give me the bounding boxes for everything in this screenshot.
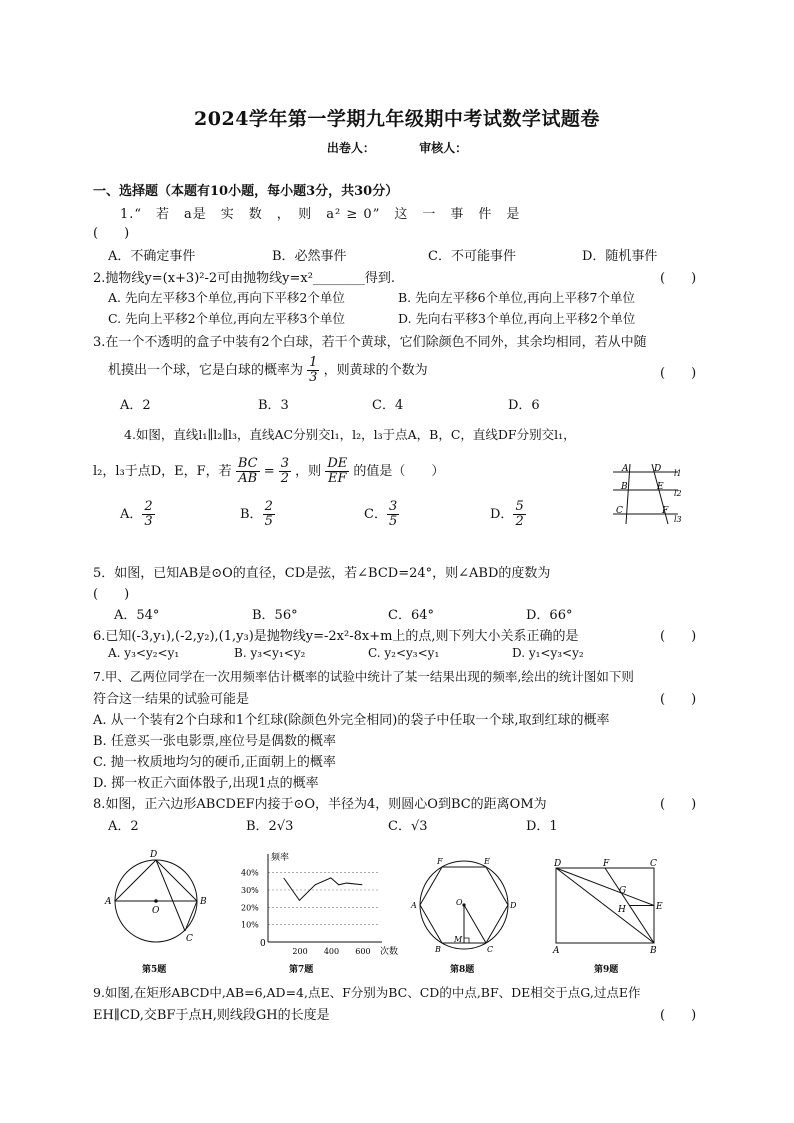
fig4-label-b: B xyxy=(621,482,628,492)
fig8-label-b: B xyxy=(435,945,441,954)
q4-option-d-num: 5 xyxy=(515,499,524,514)
q4-option-b-frac xyxy=(263,500,275,529)
fig8-label-d: D xyxy=(510,901,517,910)
q4-fraction-de-ef xyxy=(325,457,349,486)
chart-y-tick-label: 30% xyxy=(241,886,259,895)
question-6: 6.已知(-3,y₁),(-2,y₂),(1,y₃)是抛物线y=-2x²-8x+m上的点,则下列大小关系正确的是 xyxy=(93,629,579,644)
q3-fraction xyxy=(307,356,319,385)
q4-text-c: 的值是（ ） xyxy=(353,464,445,479)
fig8-right-angle xyxy=(464,938,469,943)
q1-option-d: D．随机事件 xyxy=(582,249,658,264)
question-2: 2.抛物线y=(x+3)²-2可由抛物线y=x²________得到. xyxy=(93,271,396,286)
question-3-paren: ( ) xyxy=(660,366,697,381)
q3-option-d: D．6 xyxy=(508,398,540,413)
question-5-paren: ( ) xyxy=(93,587,130,602)
fig8-label-a: A xyxy=(411,901,417,910)
question-8-paren: ( ) xyxy=(660,797,697,812)
chart-origin-label: 0 xyxy=(260,939,266,949)
q4-equals: = xyxy=(263,464,275,479)
question-8: 8.如图，正六边形ABCDEF内接于⊙O，半径为4，则圆心O到BC的距离OM为 xyxy=(93,797,547,812)
q4-text-a: l₂，l₃于点D，E，F，若 xyxy=(93,464,232,479)
fig9-label-d: D xyxy=(554,859,562,869)
fig9-label-a: A xyxy=(553,946,560,956)
q2-option-b: B. 先向左平移6个单位,再向上平移7个单位 xyxy=(398,290,636,305)
q4-fraction-bc-ab xyxy=(236,457,260,486)
q4-text-b: ，则 xyxy=(295,464,322,479)
q4-frac2-num: 3 xyxy=(280,456,290,471)
q8-option-a: A．2 xyxy=(108,819,139,834)
question-1-paren: ( ) xyxy=(93,226,130,241)
question-4-line2 xyxy=(93,457,444,486)
section-heading: 一、选择题（本题有10小题，每小题3分，共30分） xyxy=(93,184,399,199)
q3-option-b: B．3 xyxy=(258,398,289,413)
exam-staff xyxy=(0,139,794,156)
question-3-line1: 3.在一个不透明的盒子中装有2个白球，若干个黄球，它们除颜色不同外，其余均相同，若从中随 xyxy=(93,335,647,350)
fig8-center-dot xyxy=(462,903,465,906)
figure-9 xyxy=(548,856,678,956)
q4-option-a-num: 2 xyxy=(144,499,153,514)
q7-option-c: C. 抛一枚质地均匀的硬币,正面朝上的概率 xyxy=(93,755,336,770)
fig5-chord-db xyxy=(156,860,197,901)
fig4-label-l3: l3 xyxy=(674,515,682,524)
fig5-chord-dc xyxy=(156,860,185,931)
q4-option-a xyxy=(120,500,155,529)
q4-option-c-label: C． xyxy=(364,507,387,522)
question-7-line1: 7.甲、乙两位同学在一次用频率估计概率的试验中统计了某一结果出现的频率,绘出的统计图如下则 xyxy=(93,669,634,684)
chart-y-tick-label: 20% xyxy=(241,903,259,913)
fig5-center-dot xyxy=(154,899,158,903)
q5-option-a: A．54° xyxy=(114,608,160,623)
fig5-label-c: C xyxy=(186,934,193,944)
fig8-segment-oc xyxy=(464,905,486,943)
q4-option-c-num: 3 xyxy=(388,499,398,514)
caption-fig9: 第9题 xyxy=(594,965,619,975)
chart-x-label: 次数 xyxy=(380,947,399,957)
q4-option-a-frac xyxy=(142,500,154,529)
q4-option-c-den: 5 xyxy=(388,514,398,529)
fig9-line-de xyxy=(556,868,654,906)
fig4-label-d: D xyxy=(654,464,662,474)
q4-option-d-den: 2 xyxy=(515,514,524,529)
fig9-label-b: B xyxy=(650,946,657,956)
q4-fraction-3-2 xyxy=(279,457,291,486)
question-7-paren: ( ) xyxy=(660,692,697,707)
fig9-label-g: G xyxy=(619,886,627,896)
question-4-line1: 4.如图，直线l₁∥l₂∥l₃，直线AC分别交l₁，l₂，l₃于点A，B，C，直线DF分别交l₁， xyxy=(124,427,576,442)
fig4-label-l2: l2 xyxy=(674,489,682,498)
chart-gridlines xyxy=(268,873,378,925)
chart-y-tick-label: 10% xyxy=(241,920,259,930)
q2-option-d: D. 先向右平移3个单位,再向上平移2个单位 xyxy=(398,311,636,326)
chart-series-line xyxy=(284,878,363,901)
q3-option-a: A．2 xyxy=(120,398,151,413)
q7-option-a: A. 从一个装有2个白球和1个红球(除颜色外完全相同)的袋子中任取一个球,取到红球的概率 xyxy=(93,713,610,728)
q1-option-b: B．必然事件 xyxy=(272,249,347,264)
q3-text-b: ，则黄球的个数为 xyxy=(323,363,428,378)
fig9-label-c: C xyxy=(650,859,657,869)
q3-option-c: C．4 xyxy=(372,398,404,413)
q4-frac1-num: BC xyxy=(237,456,258,471)
chart-x-tick-label: 200 xyxy=(292,947,308,956)
q8-option-c: C．√3 xyxy=(388,819,428,834)
q6-option-a: A. y₃<y₂<y₁ xyxy=(108,646,180,660)
q7-option-d: D. 掷一枚正六面体骰子,出现1点的概率 xyxy=(93,776,319,791)
question-5: 5．如图，已知AB是⊙O的直径，CD是弦，若∠BCD=24°，则∠ABD的度数为 xyxy=(93,566,551,581)
q3-text-a: 机摸出一个球，它是白球的概率为 xyxy=(108,363,304,378)
q4-option-b xyxy=(240,500,275,529)
q7-option-b: B. 任意买一张电影票,座位号是偶数的概率 xyxy=(93,734,336,749)
q6-option-c: C. y₂<y₃<y₁ xyxy=(368,646,440,660)
caption-fig7: 第7题 xyxy=(289,965,314,975)
q4-option-d-label: D． xyxy=(490,507,514,522)
fig4-label-e: E xyxy=(657,482,664,492)
fig4-label-a: A xyxy=(622,464,629,474)
q4-frac1-den: AB xyxy=(238,471,258,486)
fig8-label-m: M xyxy=(454,935,463,944)
q6-option-d: D. y₁<y₃<y₂ xyxy=(512,646,584,660)
fig9-label-f: F xyxy=(603,859,610,869)
q1-option-a: A．不确定事件 xyxy=(108,249,196,264)
question-2-paren: ( ) xyxy=(660,271,697,286)
caption-fig5: 第5题 xyxy=(142,965,167,975)
q4-frac3-den: EF xyxy=(328,471,347,486)
q4-frac2-den: 2 xyxy=(280,471,290,486)
q8-option-d: D．1 xyxy=(526,819,558,834)
question-9-line1: 9.如图,在矩形ABCD中,AB=6,AD=4,点E、F分别为BC、CD的中点,BF、DE相交于点G,过点E作 xyxy=(93,985,641,1000)
chart-y-ticks xyxy=(241,869,259,930)
question-3-line2 xyxy=(108,356,428,385)
author-label: 出卷人： xyxy=(326,141,375,155)
question-9-paren: ( ) xyxy=(660,1008,697,1023)
chart-x-ticks xyxy=(292,947,370,956)
q4-option-a-den: 3 xyxy=(144,514,153,529)
q4-option-a-label: A． xyxy=(120,507,143,522)
fig4-label-c: C xyxy=(616,506,623,516)
fig4-label-f: F xyxy=(662,506,669,516)
fig5-label-d: D xyxy=(150,850,158,860)
q4-option-b-den: 5 xyxy=(264,514,273,529)
figure-8 xyxy=(408,853,523,958)
fig5-label-o: O xyxy=(152,906,160,916)
chart-x-tick-label: 600 xyxy=(355,947,371,956)
q2-option-a: A. 先向左平移3个单位,再向下平移2个单位 xyxy=(108,290,345,305)
q4-option-c-frac xyxy=(387,500,399,529)
fig8-label-o: O xyxy=(456,898,463,907)
chart-y-tick-label: 40% xyxy=(241,868,259,878)
fig5-label-b: B xyxy=(200,897,207,907)
figure-7-chart xyxy=(240,850,400,960)
q8-option-b: B．2√3 xyxy=(246,819,294,834)
q4-option-b-label: B． xyxy=(240,507,263,522)
fig9-label-h: H xyxy=(618,905,626,915)
fig8-label-f: F xyxy=(437,857,443,866)
q1-option-c: C．不可能事件 xyxy=(428,249,516,264)
fig5-chord-bc xyxy=(185,901,197,931)
q4-option-d-frac xyxy=(513,500,525,529)
reviewer-label: 审核人： xyxy=(419,141,468,155)
q5-option-b: B．56° xyxy=(252,608,298,623)
fig4-label-l1: l1 xyxy=(674,469,682,478)
q4-option-c xyxy=(364,500,399,529)
q3-frac-den: 3 xyxy=(309,370,318,385)
q4-frac3-num: DE xyxy=(327,456,348,471)
q6-option-b: B. y₃<y₁<y₂ xyxy=(234,646,306,660)
q4-figure xyxy=(608,462,688,532)
q2-option-c: C. 先向上平移2个单位,再向左平移3个单位 xyxy=(108,311,345,326)
fig9-label-e: E xyxy=(656,902,663,912)
fig5-chord-da xyxy=(115,860,156,901)
caption-fig8: 第8题 xyxy=(450,965,475,975)
q4-option-b-num: 2 xyxy=(264,499,273,514)
chart-x-tick-label: 400 xyxy=(323,947,340,956)
chart-y-label: 频率 xyxy=(271,853,290,863)
question-1: 1.“ 若 a是 实 数 ， 则 a² ≥ 0” 这 一 事 件 是 xyxy=(120,207,521,222)
question-6-paren: ( ) xyxy=(660,629,697,644)
fig5-label-a: A xyxy=(105,897,112,907)
figure-5 xyxy=(100,845,220,955)
fig8-label-e: E xyxy=(484,857,490,866)
q5-option-d: D．66° xyxy=(526,608,573,623)
question-9-line2: EH∥CD,交BF于点H,则线段GH的长度是 xyxy=(93,1008,330,1023)
fig8-label-c: C xyxy=(487,945,494,954)
q3-frac-num: 1 xyxy=(309,355,318,370)
page-title: 2024学年第一学期九年级期中考试数学试题卷 xyxy=(194,108,600,130)
q5-option-c: C．64° xyxy=(388,608,434,623)
question-7-line2: 符合这一结果的试验可能是 xyxy=(93,692,250,707)
q4-option-d xyxy=(490,500,526,529)
